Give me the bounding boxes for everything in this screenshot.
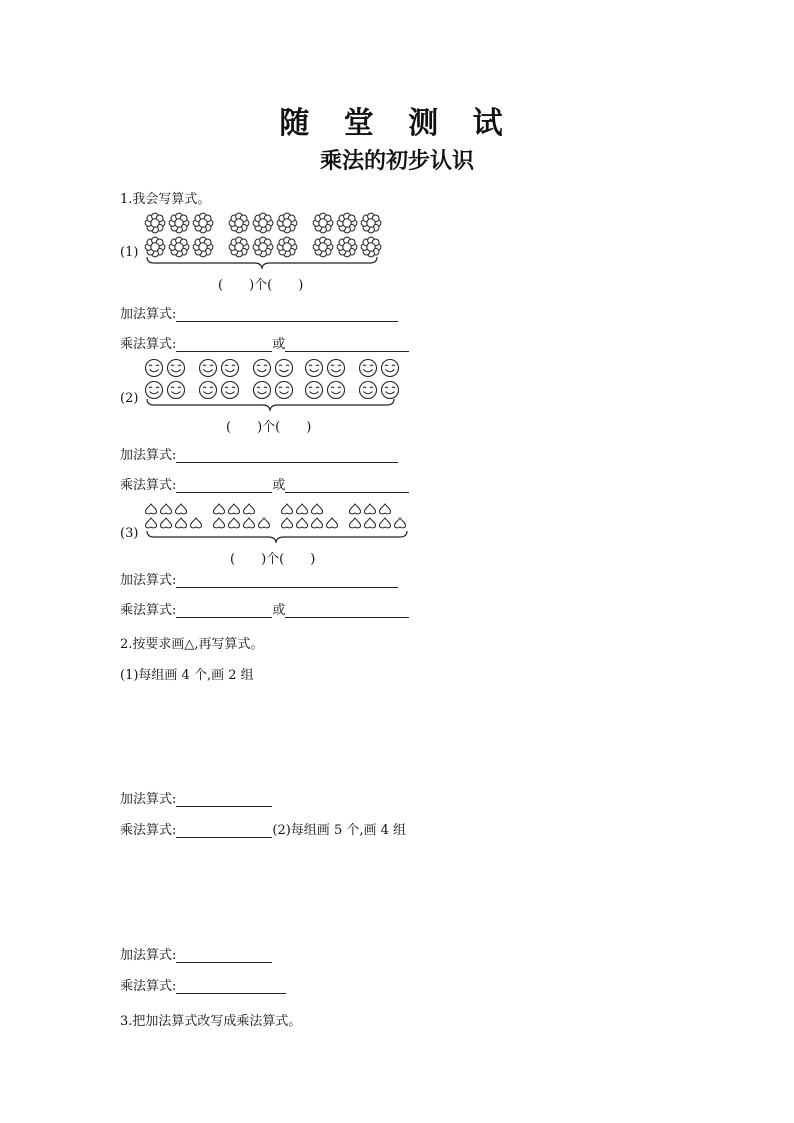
- add-answer-line[interactable]: [176, 307, 398, 322]
- group-count-blank: ( )个( ): [218, 278, 304, 293]
- flower-icon: [276, 212, 298, 238]
- brace: [146, 256, 378, 270]
- smiley-icon: [304, 358, 324, 382]
- smiley-icon: [220, 358, 240, 382]
- mul-answer-line-2[interactable]: [285, 478, 409, 493]
- smiley-icon: [198, 358, 218, 382]
- question-3-heading: 3.把加法算式改写成乘法算式。: [120, 1014, 302, 1029]
- part-2-mul-row: [120, 474, 409, 493]
- flower-icon: [336, 212, 358, 238]
- question-2-heading: 2.按要求画△,再写算式。: [120, 637, 264, 652]
- mul-answer-line-1[interactable]: [176, 478, 272, 493]
- brace: [146, 398, 396, 412]
- question-2-part-1: (1)每组画 4 个,画 2 组: [120, 668, 254, 683]
- add-label: 加法算式:: [120, 948, 177, 963]
- flower-icon: [252, 212, 274, 238]
- mul-label: 乘法算式:: [120, 979, 177, 994]
- mul-answer-line[interactable]: [176, 979, 286, 994]
- add-answer-line[interactable]: [176, 948, 272, 963]
- mul-label: 乘法算式:: [120, 823, 177, 838]
- part-3-mul-row: [120, 599, 409, 618]
- flower-icon: [312, 212, 334, 238]
- group-count-blank: ( )个( ): [230, 552, 316, 567]
- add-answer-line[interactable]: [176, 792, 272, 807]
- part-1-add-row: [120, 303, 398, 322]
- mul-answer-line-1[interactable]: [176, 603, 272, 618]
- mul-label: 乘法算式:: [120, 478, 177, 493]
- smiley-icon: [166, 358, 186, 382]
- flower-icon: [228, 212, 250, 238]
- q2-part-2-add-row: [120, 944, 272, 963]
- part-3-add-row: [120, 569, 398, 588]
- or-word: 或: [272, 478, 286, 493]
- part-2-add-row: [120, 444, 398, 463]
- add-label: 加法算式:: [120, 307, 177, 322]
- mul-label: 乘法算式:: [120, 337, 177, 352]
- or-word: 或: [272, 337, 286, 352]
- add-label: 加法算式:: [120, 573, 177, 588]
- part-1-label: (1): [120, 245, 139, 260]
- flower-icon: [192, 212, 214, 238]
- part-2-label: (2): [120, 391, 139, 406]
- mul-answer-line-2[interactable]: [285, 337, 409, 352]
- part-1-mul-row: [120, 333, 409, 352]
- q2-part-1-add-row: [120, 788, 272, 807]
- mul-label: 乘法算式:: [120, 603, 177, 618]
- flower-icon: [144, 212, 166, 238]
- smiley-icon: [144, 358, 164, 382]
- q2-part-1-mul-row: [120, 819, 406, 838]
- part-3-label: (3): [120, 526, 139, 541]
- drawing-area-1[interactable]: [120, 690, 680, 780]
- mul-answer-line-1[interactable]: [176, 337, 272, 352]
- flower-icon: [168, 212, 190, 238]
- add-label: 加法算式:: [120, 448, 177, 463]
- drawing-area-2[interactable]: [120, 845, 680, 941]
- add-answer-line[interactable]: [176, 448, 398, 463]
- question-2-part-2: (2)每组画 5 个,画 4 组: [272, 823, 407, 838]
- or-word: 或: [272, 603, 286, 618]
- question-1-heading: 1.我会写算式。: [120, 192, 211, 207]
- page-title: 随 堂 测 试: [279, 106, 515, 141]
- smiley-icon: [358, 358, 378, 382]
- add-label: 加法算式:: [120, 792, 177, 807]
- group-count-blank: ( )个( ): [226, 420, 312, 435]
- smiley-icon: [252, 358, 272, 382]
- smiley-icon: [274, 358, 294, 382]
- smiley-icon: [326, 358, 346, 382]
- mul-answer-line[interactable]: [176, 823, 272, 838]
- smiley-icon: [380, 358, 400, 382]
- add-answer-line[interactable]: [176, 573, 398, 588]
- flower-icon: [360, 212, 382, 238]
- q2-part-2-mul-row: [120, 975, 286, 994]
- mul-answer-line-2[interactable]: [285, 603, 409, 618]
- page-subtitle: 乘法的初步认识: [319, 149, 474, 174]
- brace: [146, 530, 410, 544]
